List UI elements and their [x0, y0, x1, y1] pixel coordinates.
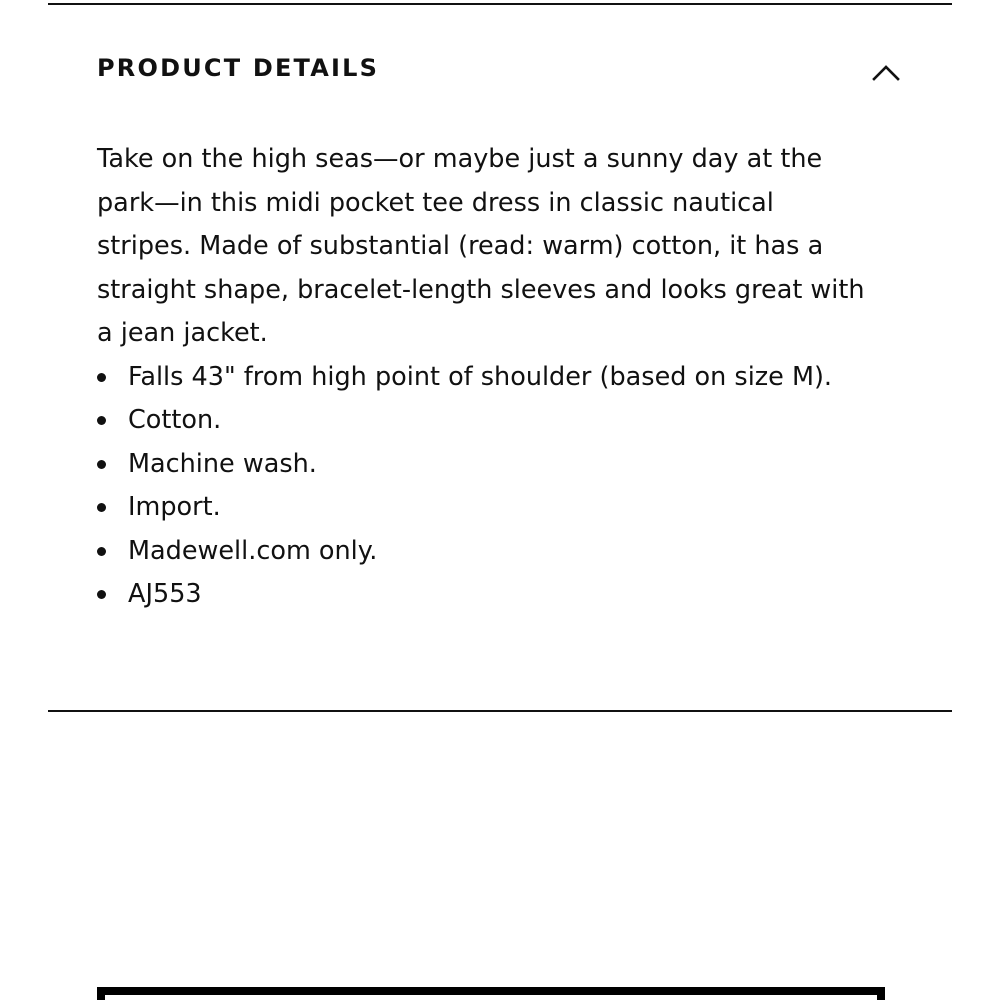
list-item-text: Cotton.	[128, 405, 222, 435]
bullet-icon	[97, 547, 106, 556]
list-item-text: Falls 43" from high point of shoulder (based on size M).	[128, 361, 833, 392]
bullet-icon	[97, 503, 106, 512]
bullet-icon	[97, 373, 106, 382]
product-details-accordion-header[interactable]	[48, 40, 952, 104]
section-divider-bottom	[48, 710, 952, 712]
partial-button-outline[interactable]	[97, 987, 885, 1000]
section-divider-top	[48, 3, 952, 5]
list-item	[97, 573, 867, 617]
list-item-text: Madewell.com only.	[128, 535, 378, 566]
list-item-text: Import.	[128, 492, 221, 522]
list-item	[97, 486, 867, 530]
list-item-text: Machine wash.	[128, 448, 317, 479]
bullet-icon	[97, 416, 106, 425]
list-item-text: AJ553	[128, 579, 202, 609]
chevron-up-icon[interactable]	[864, 54, 908, 90]
bullet-icon	[97, 590, 106, 599]
list-item	[97, 530, 867, 574]
list-item	[97, 443, 867, 487]
accordion-title: PRODUCT DETAILS	[97, 54, 380, 82]
list-item	[97, 399, 867, 443]
list-item	[97, 356, 867, 400]
bullet-icon	[97, 460, 106, 469]
product-detail-list	[97, 356, 867, 617]
product-description: Take on the high seas—or maybe just a sunny day at the park—in this midi pocket tee dress in classic nautical stripes. Made of substantial (read: warm) cotton, it has a straight shape, bracelet-length sleeves and looks great with a jean jacket.	[97, 144, 865, 348]
